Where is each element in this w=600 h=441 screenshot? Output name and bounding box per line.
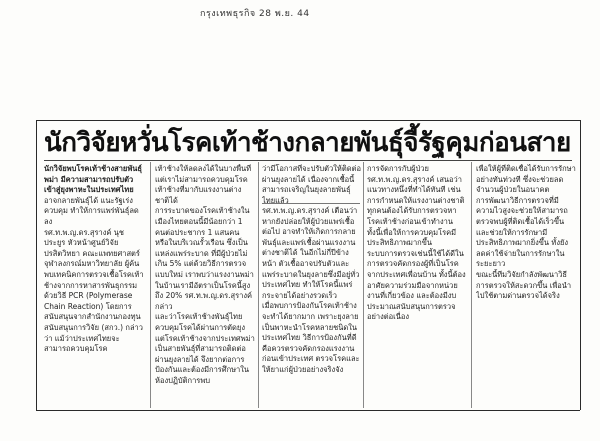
paragraph: เมื่อพบการป้องกันโรคเท้าช้างจะทำได้ยากมาก เพราะยุงลายเป็นพาหะนำโรคหลายชนิดในประเทศไทย วิธีการป้องกันที่ดีคือควรตรวจคัดกรองแรงงานก่อนเข้าประเทศ ตรวจโรคและให้ยาแก่ผู้ป่วยอย่างจริงจัง — [262, 301, 360, 374]
paragraph: และว่าโรคเท้าช้างพันธุ์ไทยควบคุมโรคได้ผ่านการตัดยุง แต่โรคเท้าช้างจากประเทศพม่าเป็นสายพันธุ์ที่สามารถติดต่อผ่านยุงลายได้ จึงยากต่อการป้องกันและต้องมีการศึกษาในห้องปฏิบัติการพบ — [155, 312, 255, 385]
clipping-border-left — [36, 120, 37, 410]
paragraph: รศ.ท.พ.ญ.ดร.สุรางค์ นุชประยูร หัวหน้าศูนย์วิจัยปรสิตวิทยา คณะแพทยศาสตร์ จุฬาลงกรณ์มหาวิทยาลัย ผู้ค้นพบเทคนิคการตรวจเชื้อโรคเท้าช้างจากการหาสารพันธุกรรมด้วยวิธี PCR (Polymerase Chain Reaction) โดยการสนับสนุนจากสำนักงานกองทุนสนับสนุนการวิจัย (สกว.) กล่าวว่า แม้ว่าประเทศไทยจะสามารถควบคุมโรค — [44, 227, 144, 354]
clipping-border-right — [580, 120, 581, 410]
paragraph: ขณะนี้ทีมวิจัยกำลังพัฒนาวิธีการตรวจให้สะดวกขึ้น เพื่อนำไปใช้ตามด่านตรวจได้จริง — [476, 269, 572, 301]
paragraph: รศ.ท.พ.ญ.ดร.สุรางค์ เสนอว่าแนวทางหนึ่งที่ทำได้ทันที เช่น การกำหนดให้แรงงานต่างชาติทุกคนต้องได้รับการตรวจหาโรคเท้าช้างก่อนเข้าทำงาน ทั้งนี้เพื่อให้การควบคุมโรคมีประสิทธิภาพมากขึ้น — [367, 174, 465, 248]
column-divider — [363, 162, 364, 408]
lead-paragraph: นักวิจัยพบโรคเท้าช้างสายพันธุ์พม่า มีความสามารถปรับตัวเข้าสู่ยุงพาหะในประเทศไทย — [44, 164, 142, 195]
paragraph: การจัดการกับผู้ป่วย — [367, 164, 429, 173]
dateline: กรุงเทพธุรกิจ 28 พ.ย. 44 — [200, 9, 310, 19]
article-column-1 — [44, 164, 144, 408]
paragraph: ระบบการตรวจเช่นนี้ใช้ได้ดีในการตรวจคัดกรองผู้ที่เป็นโรคจากประเทศเพื่อนบ้าน ทั้งนี้ต้องอาศัยความร่วมมือจากหน่วยงานที่เกี่ยวข้อง และต้องมีงบประมาณสนับสนุนการตรวจอย่างต่อเนื่อง — [367, 248, 466, 322]
article-column-3-bottom — [262, 206, 362, 408]
paragraph: เท้าช้างให้ลดลงได้ในบางพื้นที่ แต่เราไม่สามารถควบคุมโรคเท้าช้างที่มากับแรงงานต่างชาติได้ — [155, 164, 252, 205]
clipping-border-bottom — [36, 410, 580, 411]
paragraph: การระบาดของโรคเท้าช้างในเมืองไทยตอนนี้มีน้อยกว่า 1 คนต่อประชากร 1 แสนคน หรือในบริเวณรั้วเรือน ซึ่งเป็นแหล่งแพร่ระบาด ที่มีผู้ป่วยไม่เกิน 5% แต่ด้วยวิธีการตรวจแบบใหม่ เราพบว่าแรงงานพม่าในบ้านเรามีอัตราเป็นโรคนี้สูงถึง 20% รศ.ท.พ.ญ.ดร.สุรางค์ กล่าว — [155, 206, 254, 311]
column-divider — [150, 162, 151, 408]
section-rule — [262, 203, 360, 204]
paragraph: รศ.ท.พ.ญ.ดร.สุรางค์ เตือนว่าหากยังปล่อยให้ผู้ป่วยแพร่เชื้อต่อไป อาจทำให้เกิดการกลายพันธุ์และแพร่เชื้อผ่านแรงงานต่างชาติได้ ในอีกไม่กี่ปีข้างหน้า ตัวเชื้ออาจปรับตัวและแพร่ระบาดในยุงลายซึ่งมีอยู่ทั่วประเทศไทย ทำให้โรคนี้แพร่กระจายได้อย่างรวดเร็ว — [262, 206, 360, 300]
column-divider — [258, 162, 259, 408]
headline: นักวิจัยหวั่นโรคเท้าช้างกลายพันธุ์จี้รัฐคุมก่อนสาย — [44, 128, 571, 158]
paragraph: ว่ามีโอกาสที่จะปรับตัวให้ติดต่อผ่านยุงลายได้ เนื่องจากเชื้อนี้สามารถเจริญในยุงลายพันธุ์ไทยแล้ว — [262, 164, 361, 205]
paragraph: การพัฒนาวิธีการตรวจที่มีความไวสูงจะช่วยให้สามารถตรวจพบผู้ที่ติดเชื้อได้เร็วขึ้น และช่วยให้การรักษามีประสิทธิภาพมากยิ่งขึ้น ทั้งยังลดค่าใช้จ่ายในการรักษาในระยะยาว — [476, 195, 569, 269]
column-divider — [471, 162, 472, 408]
clipping-border-top — [36, 120, 580, 121]
headline-rule — [44, 160, 572, 161]
article-column-2 — [155, 164, 255, 408]
article-column-5 — [476, 164, 576, 408]
paragraph: เพื่อให้ผู้ที่ติดเชื้อได้รับการรักษาอย่างทันท่วงที ซึ่งจะช่วยลดจำนวนผู้ป่วยในอนาคต — [476, 164, 576, 195]
article-column-4 — [367, 164, 467, 408]
paragraph: อาจกลายพันธุ์ได้ แนะรัฐเร่งควบคุม ทำให้การแพร่พันธุ์ลดลง — [44, 195, 139, 226]
